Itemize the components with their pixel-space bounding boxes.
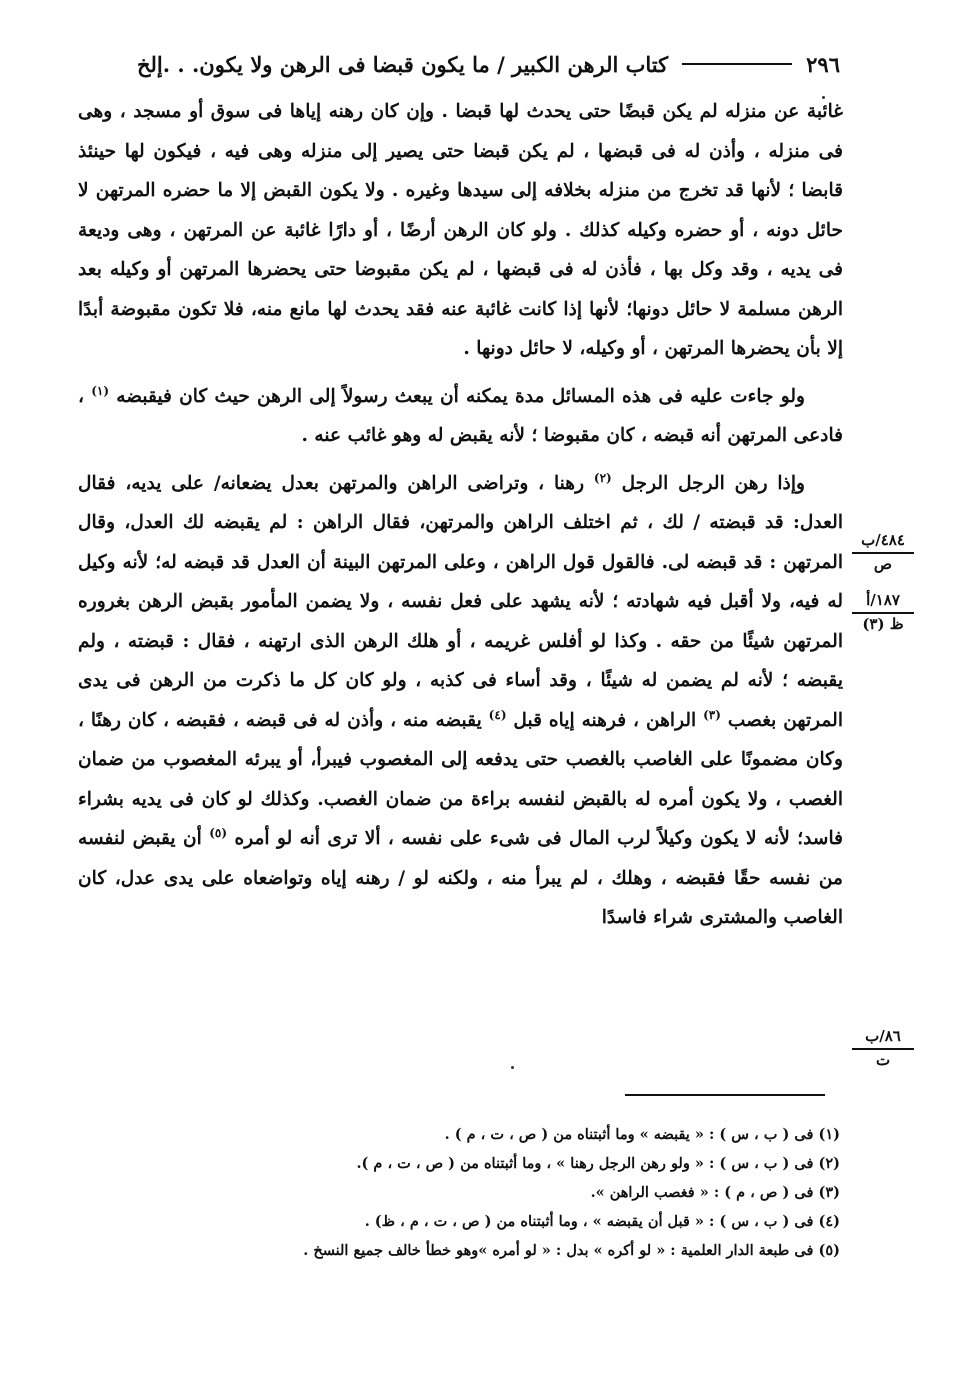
- footnote-4: (٤) فى ( ب ، س ) : « قبل أن يقبضه » ، وما أثبتناه من ( ص ، ت ، م ، ظ) .: [364, 1213, 840, 1230]
- footnote-ref-5: (٥): [209, 825, 228, 840]
- footnote-ref-2: (٢): [593, 470, 612, 485]
- paragraph-3: وإذا رهن الرجل الرجل $^{(٢)}$ رهنا ، وتراضى الراهن والمرتهن بعدل يضعانه/ على يديه، فقال العدل: قد قبضته / لك ، ثم اختلف الراهن والمرتهن، فقال الراهن : لم يقبضه لك العدل، وقال المرتهن : قد قبضه لى. فالقول قول الراهن ، وعلى المرتهن البينة أن العدل قد قبضه له؛ لأنه وكيل له فيه، ولا أقبل فيه شهادته ؛ لأنه يشهد على فعل نفسه ، ولا يضمن المأمور بقبض الرهن بغروره المرتهن شيئًا من حقه . وكذا لو أفلس غريمه ، أو هلك الرهن الذى ارتهنه ، فقال : قبضته ، ولم يقبضه ؛ لأنه لم يضمن له شيئًا ، وقد أساء فى كذبه ، ولو كان كل ما ذكرت من الرهن فى يدى المرتهن بغصب $^{(٣)}$ الراهن ، فرهنه إياه قبل $^{(٤)}$ يقبضه منه ، وأذن له فى قبضه ، فقبضه ، كان رهنًا ، وكان مضمونًا على الغاصب بالغصب حتى يدفعه إلى المغصوب فيبرأ، أو يبرئه المغصوب من ضمان الغصب ، ولا يكون أمره له بالقبض لنفسه براءة من ضمان الغصب. وكذلك لو كان فى يديه بشراء فاسد؛ لأنه لا يكون وكيلاً لرب المال فى شىء على نفسه ، ألا ترى أنه لو أمره $^{(٥)}$ أن يقبض لنفسه من نفسه حقًا فقبضه ، وهلك ، لم يبرأ منه ، ولكنه لو / رهنه إياه وتواضعاه على يدى عدل، كان الغاصب والمشترى شراء فاسدًا: [78, 470, 844, 928]
- running-title: كتاب الرهن الكبير / ما يكون قبضا فى الرهن ولا يكون. . .إلخ: [136, 51, 669, 77]
- main-text: [78, 92, 843, 938]
- margin-note-3: ٨٦/ب ت: [852, 1026, 914, 1070]
- running-header: [80, 46, 840, 82]
- footnote-separator: [625, 1094, 825, 1096]
- margin-note-2: ١٨٧/أ ظ (٣): [852, 590, 914, 634]
- footnote-ref-1: (١): [91, 383, 110, 398]
- footnote-3: (٣) فى ( ص ، م ) : « فغصب الراهن ».: [590, 1184, 840, 1201]
- footnote-1: (١) فى ( ب ، س ) : « يقبضه » وما أثبتناه من ( ص ، ت ، م ) .: [444, 1126, 840, 1143]
- paragraph-1: غائبة عن منزله لم يكن قبضًا حتى يحدث لها قبضا . وإن كان رهنه إياها فى سوق أو مسجد ، وهى فى منزله ، وأذن له فى قبضها ، لم يكن قبضا حتى يصير إلى منزله وهى فيه ، فيكون لها حينئذ قابضا ؛ لأنها قد تخرج من منزله بخلافه إلى سيدها وغيره . ولا يكون القبض إلا ما حضره المرتهن لا حائل دونه ، أو حضره وكيله كذلك . ولو كان الرهن أرضًا ، أو دارًا غائبة عن المرتهن ، وهى وديعة فى يديه ، وقد وكل بها ، فأذن له فى قبضها ، لم يكن مقبوضا حتى يحضرها المرتهن أو وكيله بعد الرهن مسلمة لا حائل دونها؛ لأنها إذا كانت غائبة عنه فقد يحدث لها مانع منه، فلا تكون مقبوضة أبدًا إلا بأن يحضرها المرتهن ، أو وكيله، لا حائل دونها .: [78, 101, 843, 359]
- footnote-ref-3: (٣): [703, 707, 721, 722]
- footnote-ref-4: (٤): [488, 707, 507, 722]
- footnotes: [160, 1120, 840, 1265]
- paragraph-2: ولو جاءت عليه فى هذه المسائل مدة يمكنه أن يبعث رسولاً إلى الرهن حيث كان فيقبضه $^{(١)}$ ، فادعى المرتهن أنه قبضه ، كان مقبوضا ؛ لأنه يقبض له وهو غائب عنه .: [78, 383, 843, 446]
- footnote-5: (٥) فى طبعة الدار العلمية : « لو أكره » بدل : « لو أمره »وهو خطأ خالف جميع النسخ .: [303, 1242, 840, 1259]
- header-rule: [682, 63, 792, 65]
- margin-note-1: ٤٨٤/ب ص: [852, 530, 914, 574]
- page-number: ٢٩٦: [806, 51, 840, 77]
- speck: [511, 1066, 514, 1069]
- footnote-2: (٢) فى ( ب ، س ) : « ولو رهن الرجل رهنا » ، وما أثبتناه من ( ص ، ت ، م ).: [356, 1155, 840, 1172]
